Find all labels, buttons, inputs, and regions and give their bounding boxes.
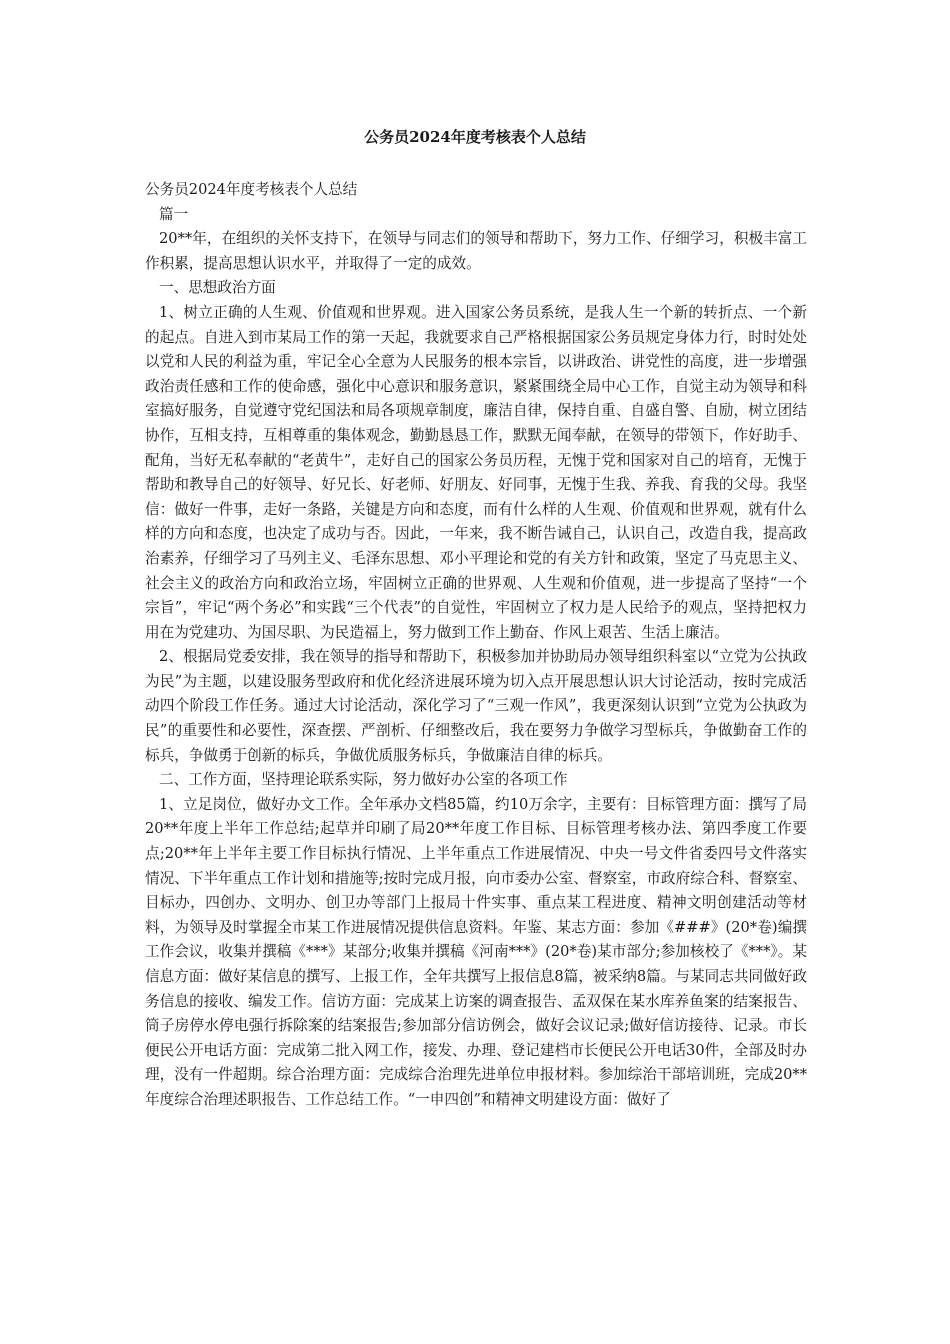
document-body [145,178,807,1113]
paragraph-discussion-activity: 2、根据局党委安排，我在领导的指导和帮助下，积极参加并协助局办领导组织科室以“立党为公执政为民”为主题，以建设服务型政府和优化经济进展环境为切入点开展思想认识大讨论活动，按时完成活动四个阶段工作任务。通过大讨论活动，深化学习了“三观一作风”，我更深刻认识到“立党为公执政为民”的重要性和必要性，深查摆、严剖析、仔细整改后，我在要努力争做学习型标兵，争做勤奋工作的标兵，争做勇于创新的标兵，争做优质服务标兵，争做廉洁自律的标兵。 [145,648,807,764]
paragraph-office-work: 1、立足岗位，做好办文工作。全年承办文档85篇，约10万余字，主要有：目标管理方面：撰写了局20**年度上半年工作总结;起草并印刷了局20**年度工作目标、目标管理考核办法、第四季度工作要点;20**年上半年主要工作目标执行情况、上半年重点工作进展情况、中央一号文件省委四号文件落实情况、下半年重点工作计划和措施等;按时完成月报，向市委办公室、督察室，市政府综合科、督察室、目标办，四创办、文明办、创卫办等部门上报局十件实事、重点某工程进度、精神文明创建活动等材料，为领导及时掌握全市某工作进展情况提供信息资料。年鉴、某志方面：参加《###》(20*卷)编撰工作会议，收集并撰稿《***》某部分;收集并撰稿《河南***》(20*卷)某市部分;参加核校了《***》。某信息方面：做好某信息的撰写、上报工作，全年共撰写上报信息8篇，被采纳8篇。与某同志共同做好政务信息的接收、编发工作。信访方面：完成某上访案的调查报告、孟双保在某水库养鱼案的结案报告、筒子房停水停电强行拆除案的结案报告;参加部分信访例会，做好会议记录;做好信访接待、记录。市长便民公开电话方面：完成第二批入网工作，接发、办理、登记建档市长便民公开电话30件，全部及时办理，没有一件超期。综合治理方面：完成综合治理先进单位申报材料。参加综治干部培训班，完成20**年度综合治理述职报告、工作总结工作。“一申四创”和精神文明建设方面：做好了 [145,795,807,1108]
section-heading-politics: 一、思想政治方面 [159,279,276,297]
section-heading-work: 二、工作方面，坚持理论联系实际，努力做好办公室的各项工作 [159,771,568,789]
section-heading: 公务员2024年度考核表个人总结 [145,181,358,198]
intro-paragraph: 20**年，在组织的关怀支持下，在领导与同志们的领导和帮助下，努力工作、仔细学习，积极丰富工作积累，提高思想认识水平，并取得了一定的成效。 [145,230,807,272]
subheading-part-one: 篇一 [159,205,189,223]
paragraph-worldview: 1、树立正确的人生观、价值观和世界观。进入国家公务员系统，是我人生一个新的转折点、一个新的起点。自进入到市某局工作的第一天起，我就要求自己严格根据国家公务员规定身体力行，时时处处以党和人民的利益为重，牢记全心全意为人民服务的根本宗旨，以讲政治、讲党性的高度，进一步增强政治责任感和工作的使命感，强化中心意识和服务意识，紧紧围绕全局中心工作，自觉主动为领导和科室搞好服务，自觉遵守党纪国法和局各项规章制度，廉洁自律，保持自重、自盛自警、自励，树立团结协作，互相支持，互相尊重的集体观念，勤勤恳恳工作，默默无闻奉献，在领导的带领下，作好助手、配角，当好无私奉献的“老黄牛”，走好自己的国家公务员历程，无愧于党和国家对自己的培育，无愧于帮助和教导自己的好领导、好兄长、好老师、好朋友、好同事，无愧于生我、养我、育我的父母。我坚信：做好一件事，走好一条路，关键是方向和态度，而有什么样的人生观、价值观和世界观，就有什么样的方向和态度，也决定了成功与否。因此，一年来，我不断告诫自己，认识自己，改造自我，提高政治素养，仔细学习了马列主义、毛泽东思想、邓小平理论和党的有关方针和政策，坚定了马克思主义、社会主义的政治方向和政治立场，牢固树立正确的世界观、人生观和价值观，进一步提高了坚持“一个宗旨”，牢记“两个务必”和实践“三个代表”的自觉性，牢固树立了权力是人民给予的观点，坚持把权力用在为党建功、为国尽职、为民造福上，努力做到工作上勤奋、作风上艰苦、生活上廉洁。 [145,303,807,641]
document-title: 公务员2024年度考核表个人总结 [364,128,586,146]
